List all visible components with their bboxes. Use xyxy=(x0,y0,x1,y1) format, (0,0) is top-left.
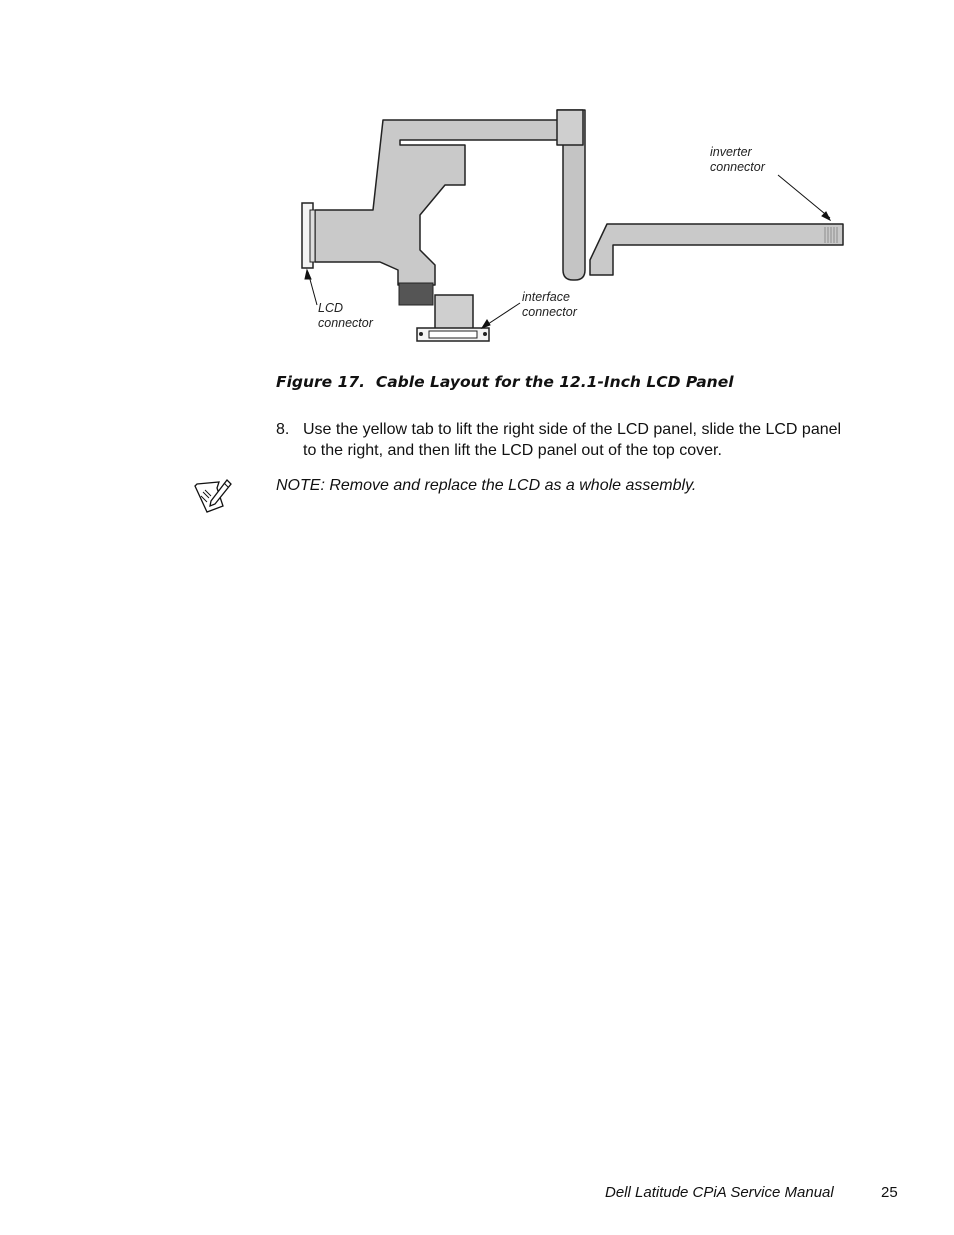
top-bridge xyxy=(557,110,583,145)
interface-stub xyxy=(435,295,473,330)
inverter-connector-label: inverter connector xyxy=(710,145,765,174)
footer-title: Dell Latitude CPiA Service Manual xyxy=(605,1184,834,1201)
note-text: NOTE: Remove and replace the LCD as a whole assembly. xyxy=(276,477,697,494)
step-number: 8. xyxy=(276,421,290,438)
interface-connector-label: interface connector xyxy=(522,290,577,319)
page-number: 25 xyxy=(881,1184,898,1201)
inverter-leader xyxy=(778,175,830,218)
cable-band xyxy=(399,283,433,305)
interface-leader xyxy=(485,303,520,326)
figure-caption: Figure 17. Cable Layout for the 12.1-Inch LCD Panel xyxy=(276,373,734,391)
lcd-connector-label: LCD connector xyxy=(318,301,373,330)
lcd-connector-shape xyxy=(302,203,315,268)
note-pencil-icon xyxy=(193,478,233,521)
lcd-cable-body xyxy=(315,120,570,285)
interface-connector-shape xyxy=(417,328,489,341)
step-text: Use the yellow tab to lift the right side of the LCD panel, slide the LCD panel to the right, and then lift the LCD panel out of the top cover. xyxy=(303,421,842,459)
cable-layout-figure xyxy=(295,100,855,350)
inverter-cable xyxy=(590,224,843,275)
